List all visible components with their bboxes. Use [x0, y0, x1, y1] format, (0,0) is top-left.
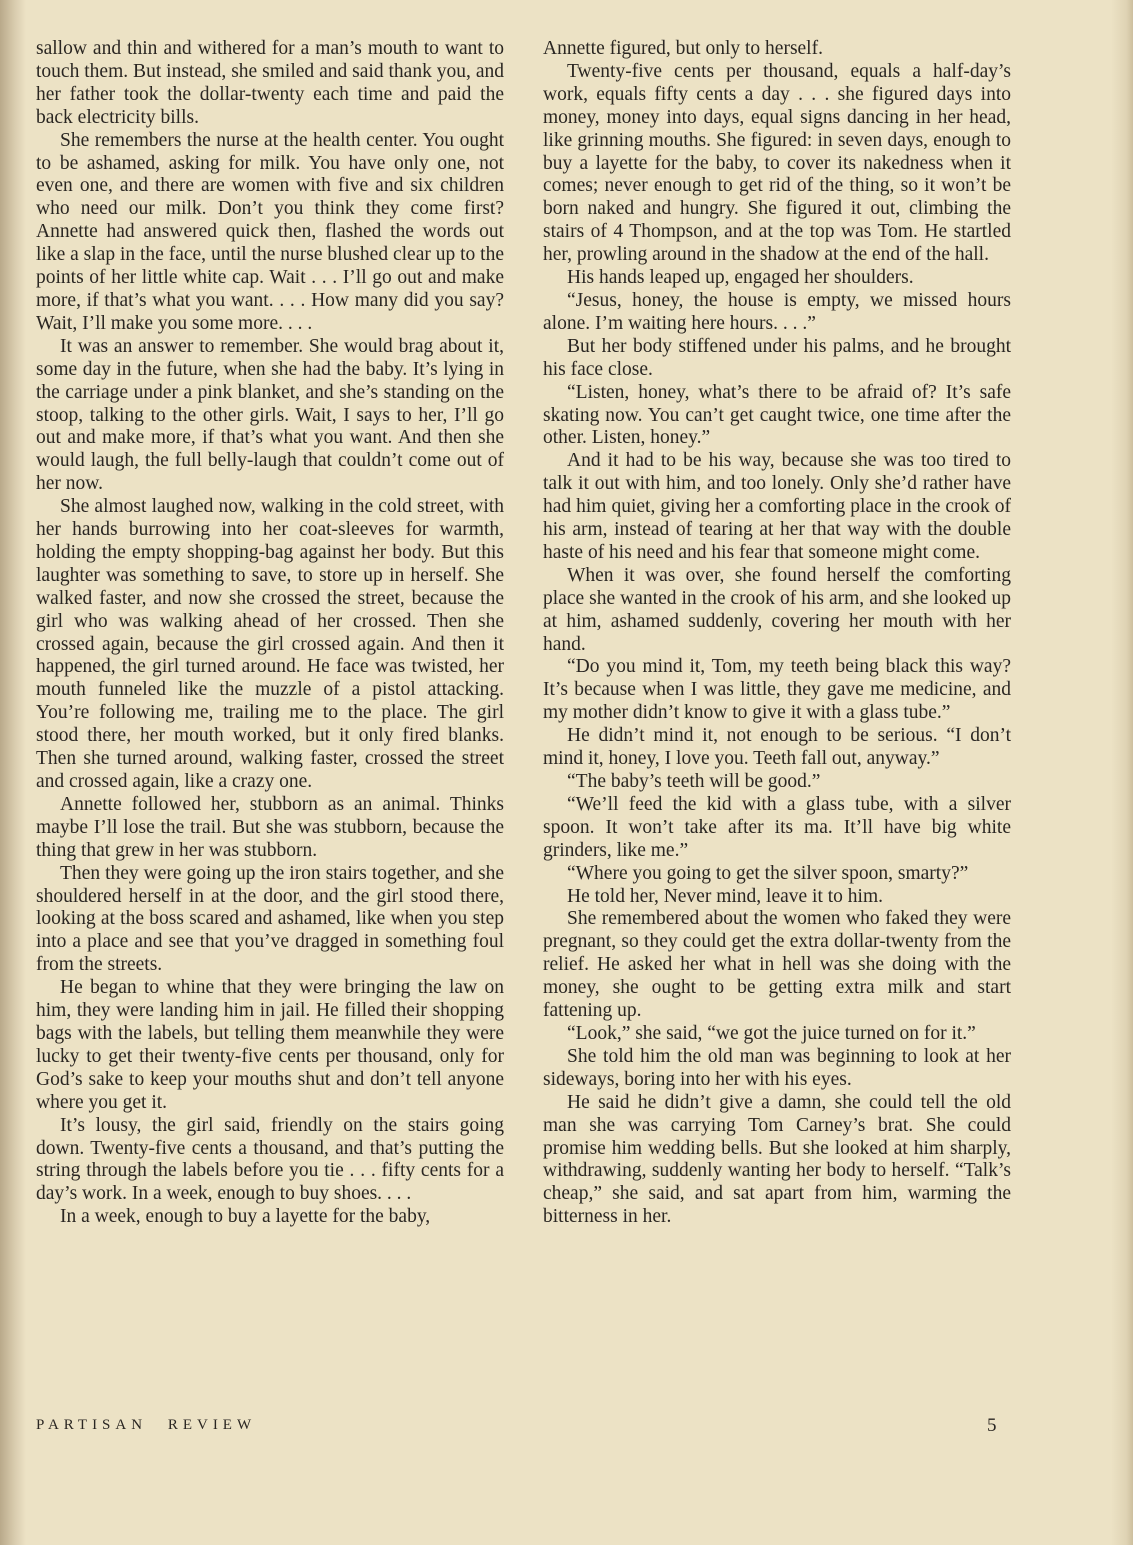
paragraph: He didn’t mind it, not enough to be serious. “I don’t mind it, honey, I love you. Teeth fall out, anyway.” — [543, 725, 1011, 770]
page-number: 5 — [987, 1415, 997, 1436]
paragraph: “Jesus, honey, the house is empty, we missed hours alone. I’m waiting here hours. . . .” — [543, 289, 1011, 334]
paragraph: It’s lousy, the girl said, friendly on the stairs going down. Twenty-five cents a thousand, and that’s putting the string through the labels before you tie . . . fifty cents for a day’s work. In a week, enough to buy shoes. . . . — [36, 1114, 504, 1205]
paragraph: She told him the old man was beginning to look at her sideways, boring into her with his eyes. — [543, 1045, 1011, 1090]
right-text-column — [543, 38, 1011, 1229]
paragraph: And it had to be his way, because she was too tired to talk it out with him, and too lonely. Only she’d rather have had him quiet, giving her a comforting place in the crook of his arm, instead of tearing at her that way with the double haste of his need and his fear that someone might come. — [543, 450, 1011, 563]
running-footer-title: PARTISAN REVIEW — [36, 1417, 257, 1433]
paragraph: “We’ll feed the kid with a glass tube, with a silver spoon. It won’t take after its ma. It’ll have big white grinders, like me.” — [543, 793, 1011, 861]
book-spine-shadow — [0, 0, 26, 1545]
paragraph: Twenty-five cents per thousand, equals a half-day’s work, equals fifty cents a day . . . she figured days into money, money into days, equal signs dancing in her head, like grinning mouths. She figured: in seven days, enough to buy a layette for the baby, to cover its nakedness when it comes; never enough to get rid of the thing, so it won’t be born naked and hungry. She figured it out, climbing the stairs of 4 Thompson, and at the top was Tom. He startled her, prowling around in the shadow at the end of the hall. — [543, 60, 1011, 266]
paragraph: But her body stiffened under his palms, and he brought his face close. — [543, 335, 1011, 380]
paragraph: Then they were going up the iron stairs together, and she shouldered herself in at the door, and the girl stood there, looking at the boss scared and ashamed, like when you step into a place and see that you’ve dragged in something foul from the streets. — [36, 862, 504, 976]
paragraph: Annette followed her, stubborn as an animal. Thinks maybe I’ll lose the trail. But she was stubborn, because the thing that grew in her was stubborn. — [36, 793, 504, 861]
paragraph: It was an answer to remember. She would brag about it, some day in the future, when she had the baby. It’s lying in the carriage under a pink blanket, and she’s standing on the stoop, talking to the other girls. Wait, I says to her, I’ll go out and make more, if that’s what you want. And then she would laugh, the full belly-laugh that couldn’t come out of her now. — [36, 335, 504, 495]
left-text-column — [36, 38, 504, 1229]
paragraph: “Do you mind it, Tom, my teeth being black this way? It’s because when I was little, they gave me medicine, and my mother didn’t know to give it with a glass tube.” — [543, 656, 1011, 724]
paragraph: He said he didn’t give a damn, she could tell the old man she was carrying Tom Carney’s brat. She could promise him wedding bells. But she looked at him sharply, withdrawing, suddenly wanting her body to herself. “Talk’s cheap,” she said, and sat apart from him, warming the bitterness in her. — [543, 1091, 1011, 1228]
paragraph: Annette figured, but only to herself. — [543, 38, 823, 59]
paragraph: She almost laughed now, walking in the cold street, with her hands burrowing into her coat-sleeves for warmth, holding the empty shopping-bag against her body. But this laughter was something to save, to store up in herself. She walked faster, and now she crossed the street, because the girl who was walking ahead of her crossed. Then she crossed again, because the girl crossed again. And then it happened, the girl turned around. He face was twisted, her mouth funneled like the muzzle of a pistol attacking. You’re following me, trailing me to the place. The girl stood there, her mouth worked, but it only fired blanks. Then she turned around, walking faster, crossed the street and crossed again, like a crazy one. — [36, 496, 504, 792]
page-edge-shadow — [1111, 0, 1133, 1545]
paragraph: He told her, Never mind, leave it to him. — [567, 885, 884, 907]
paragraph: “Listen, honey, what’s there to be afraid of? It’s safe skating now. You can’t get caught twice, one time after the other. Listen, honey.” — [543, 381, 1011, 449]
paragraph: sallow and thin and withered for a man’s mouth to want to touch them. But instead, she smiled and said thank you, and her father took the dollar-twenty each time and paid the back electricity bills. — [36, 38, 504, 128]
paragraph: His hands leaped up, engaged her shoulders. — [567, 267, 914, 289]
paragraph: “Where you going to get the silver spoon, smarty?” — [567, 862, 969, 884]
paragraph: When it was over, she found herself the comforting place she wanted in the crook of his arm, and she looked up at him, ashamed suddenly, covering her mouth with her hand. — [543, 564, 1011, 655]
paragraph: He began to whine that they were bringing the law on him, they were landing him in jail. He filled their shopping bags with the labels, but telling them meanwhile they were lucky to get their twenty-five cents per thousand, only for God’s sake to keep your mouths shut and don’t tell anyone where you get it. — [36, 977, 504, 1113]
paragraph: She remembered about the women who faked they were pregnant, so they could get the extra dollar-twenty from the relief. He asked her what in hell was she doing with the money, she ought to be getting extra milk and start fattening up. — [543, 908, 1011, 1022]
paragraph: She remembers the nurse at the health center. You ought to be ashamed, asking for milk. You have only one, not even one, and there are women with five and six children who need our milk. Don’t you think they come first? Annette had answered quick then, flashed the words out like a slap in the face, until the nurse blushed clear up to the points of her little white cap. Wait . . . I’ll go out and make more, if that’s what you want. . . . How many did you say? Wait, I’ll make you some more. . . . — [36, 129, 504, 334]
paragraph: “Look,” she said, “we got the juice turned on for it.” — [567, 1022, 976, 1044]
paragraph: “The baby’s teeth will be good.” — [567, 771, 821, 792]
paragraph: In a week, enough to buy a layette for the baby, — [60, 1206, 431, 1228]
